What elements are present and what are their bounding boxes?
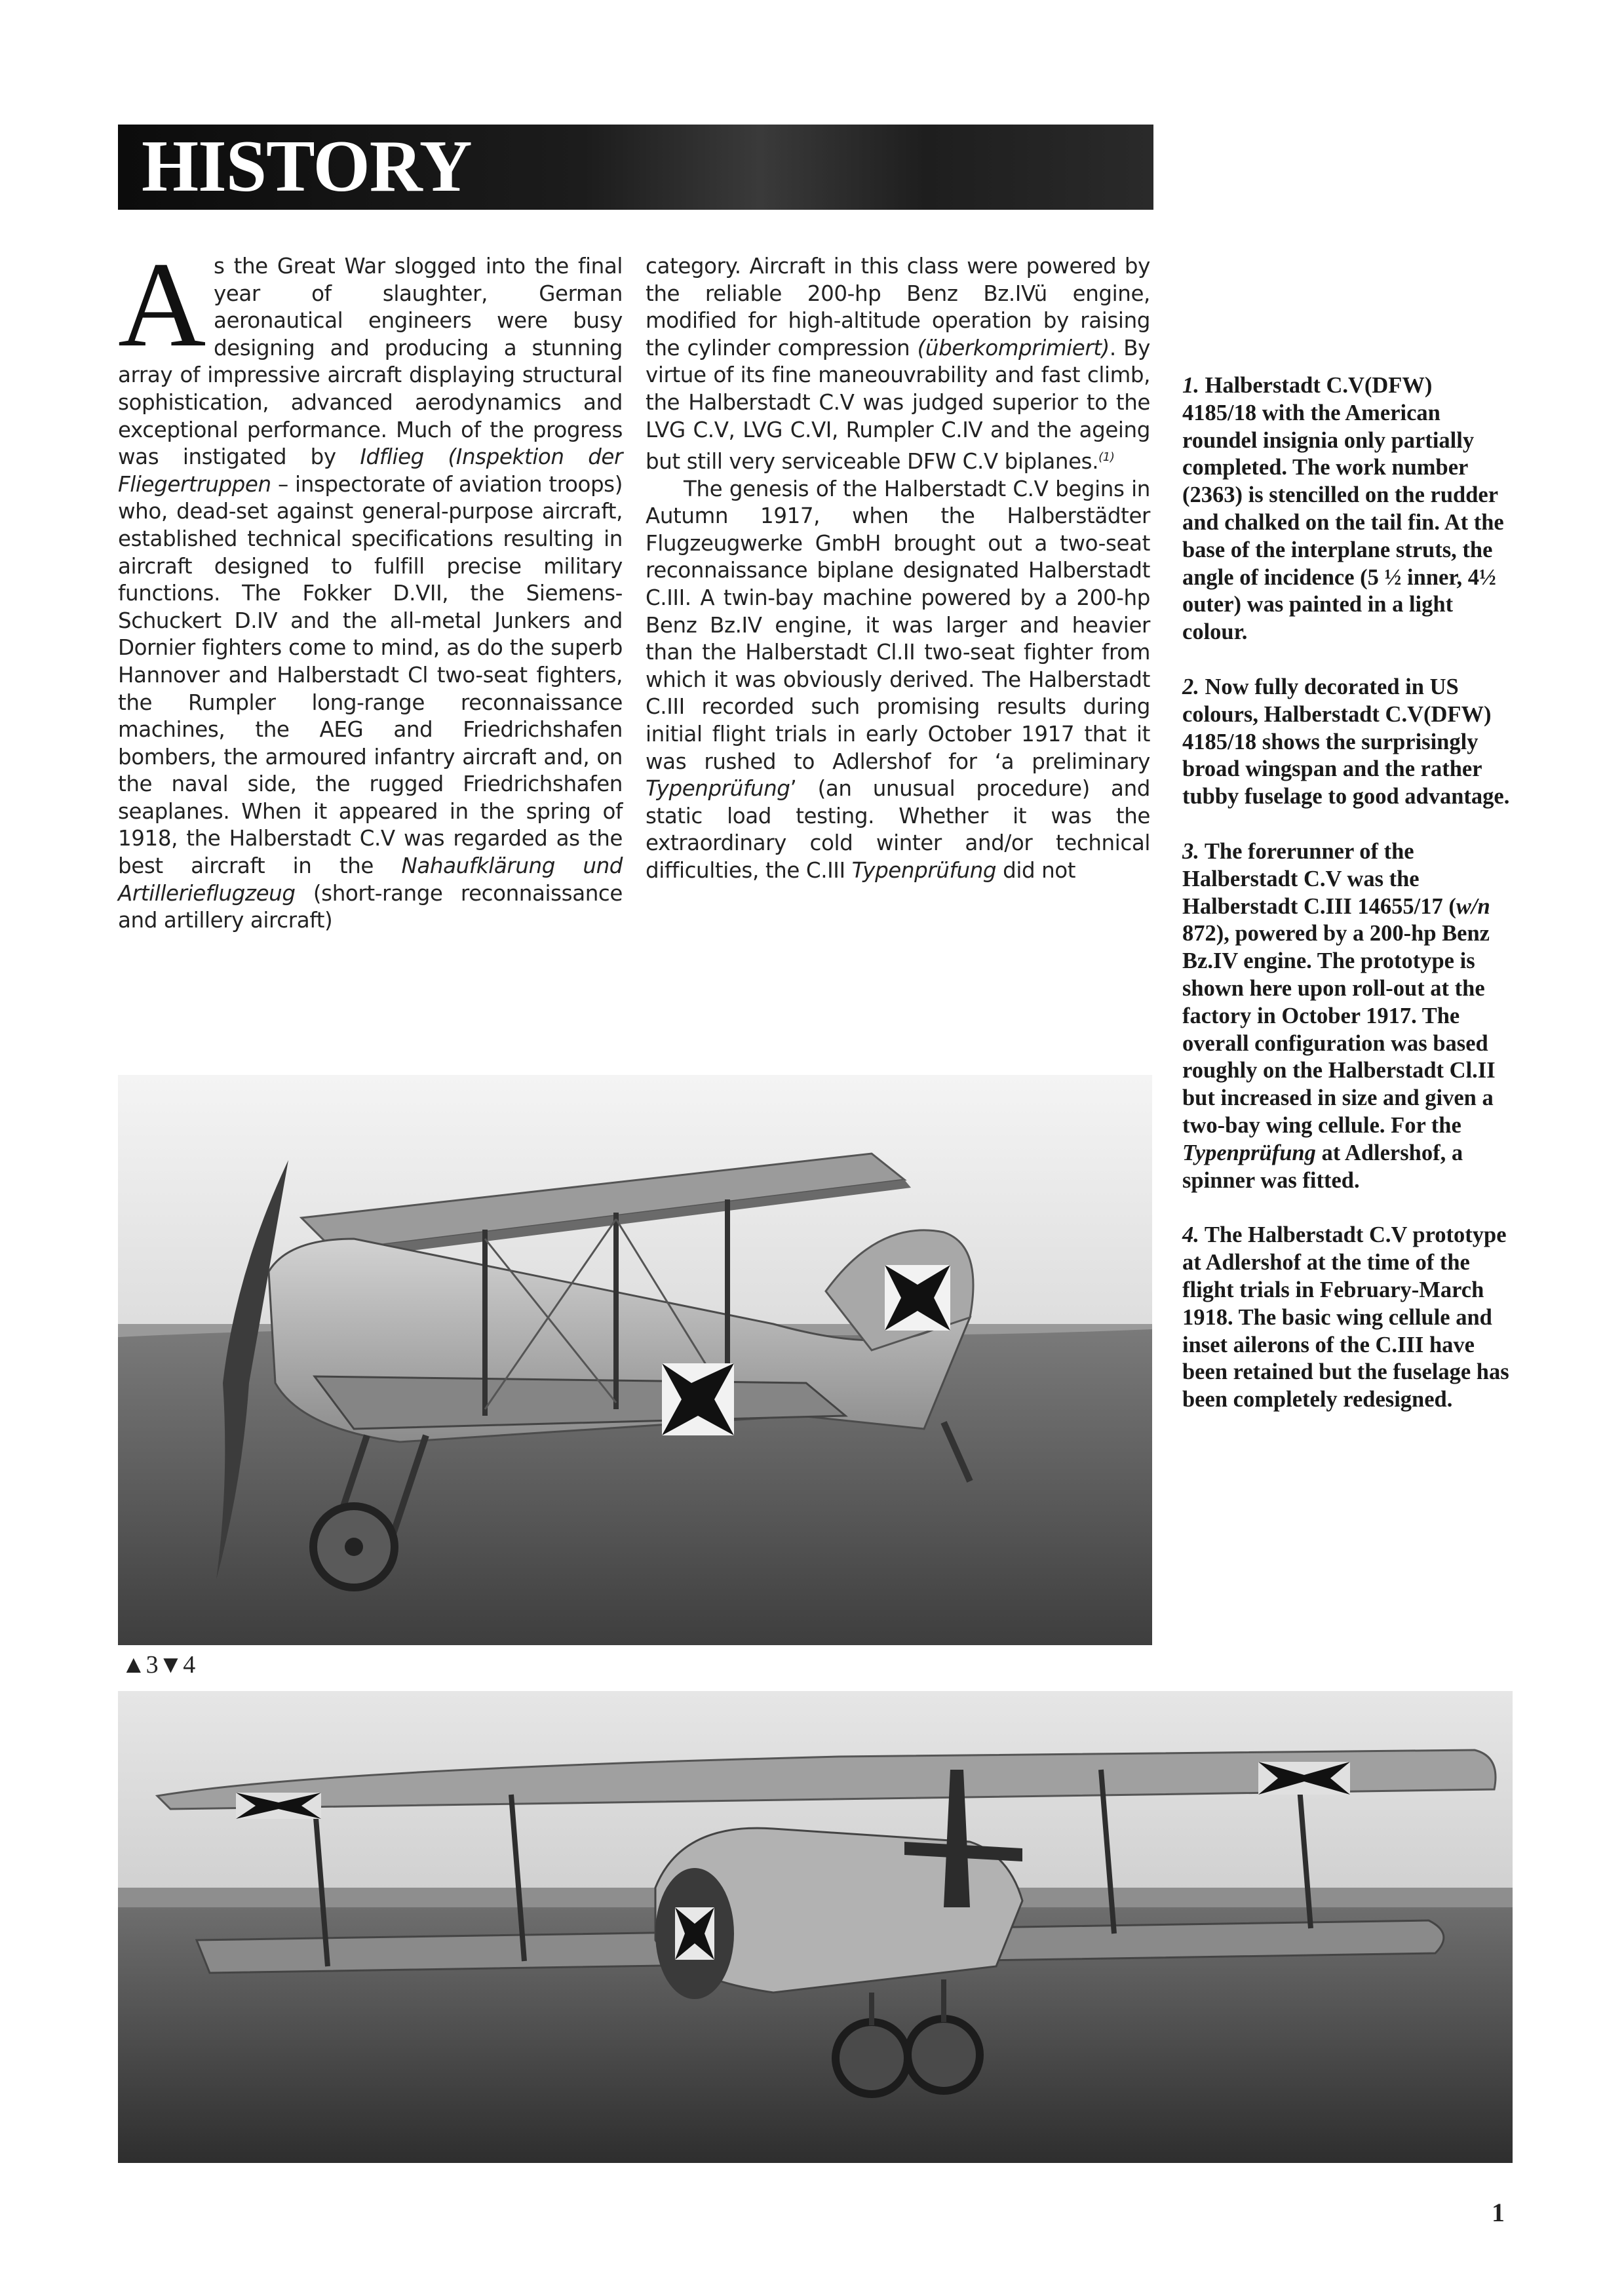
caption-1-number: 1.	[1182, 373, 1199, 398]
photo-captions	[1182, 372, 1510, 1441]
wing-cross-marking-left	[236, 1793, 321, 1819]
col2-italic-typenpruefung-2: Typenprüfung	[851, 857, 997, 883]
caption-3-text-b: 872), powered by a 200-hp Benz Bz.IV engine. The prototype is shown here upon roll-out at the factory in October 1917. The overall configuration was based roughly on the Halberstadt Cl.II but increased in size and given a two-bay wing cellule. For the	[1182, 921, 1496, 1138]
page-number: 1	[1492, 2198, 1505, 2227]
caption-4-text: The Halberstadt C.V prototype at Adlershof at the time of the flight trials in February-March 1918. The basic wing cellule and inset ailerons of the C.III have been retained but the fuselage has been completely redesigned.	[1182, 1222, 1509, 1412]
col2-text-e: did not	[996, 857, 1076, 883]
col1-text-b: – inspectorate of aviation troops) who, dead-set against general-purpose aircraft, established technical specifications resulting in aircraft designed to fulfill precise military functions. The Fokker D.VII, the Siemens-Schuckert D.IV and the all-metal Junkers and Dornier fighters come to mind, as do the superb Hannover and Halberstadt Cl two-seat fighters, the Rumpler long-range reconnaissance machines, the AEG and Friedrichshafen bombers, the armoured infantry aircraft and, on the naval side, the rugged Friedrichshafen seaplanes. When it appeared in the spring of 1918, the Halberstadt C.V was regarded as the best aircraft in the	[118, 471, 623, 879]
col2-text-d: ’ (an unusual procedure) and static load testing. Whether it was the extraordinary cold winter and/or technical difficulties, the C.III	[646, 776, 1150, 883]
caption-2	[1182, 674, 1510, 811]
tail-cross-marking	[885, 1265, 950, 1331]
caption-3-italic-wn: w/n	[1456, 893, 1490, 919]
col2-text-b: . By virtue of its fine maneouvrability and fast climb, the Halberstadt C.V was judged superior to the LVG C.V, LVG C.VI, Rumpler C.IV and the ageing but still very serviceable DFW C.V biplanes.	[646, 335, 1150, 474]
tail-cross-marking-4	[675, 1907, 714, 1960]
photo-4-halberstadt-c5	[118, 1691, 1513, 2163]
col2-text-c: The genesis of the Halberstadt C.V begins in Autumn 1917, when the Halberstädter Flugzeugwerke GmbH brought out a two-seat reconnaissance biplane designated Halberstadt C.III. A twin-bay machine powered by a 200-hp Benz Bz.IV engine, it was larger and heavier than the Halberstadt Cl.II two-seat fighter from which it was obviously derived. The Halberstadt C.III recorded such promising results during initial flight trials in early October 1917 that it was rushed to Adlershof for ‘a preliminary	[646, 476, 1150, 774]
section-title: HISTORY	[142, 126, 472, 207]
title-banner	[118, 125, 1153, 210]
drop-cap: A	[118, 237, 206, 372]
col1-text-a: s the Great War slogged into the final year of slaughter, German aeronautical engineers were busy designing and producing a stunning array of impressive aircraft displaying structural sophistication, advanced aerodynamics and exceptional performance. Much of the progress was instigated by	[118, 254, 623, 470]
col2-text-a: category. Aircraft in this class were powered by the reliable 200-hp Benz Bz.IVü engine, modified for high-altitude operation by raising the cylinder compression	[646, 254, 1150, 360]
caption-1-text: Halberstadt C.V(DFW) 4185/18 with the American roundel insignia only partially completed. The work number (2363) is stencilled on the rudder and chalked on the tail fin. At the base of the interplane struts, the angle of incidence (5 ½ inner, 4½ outer) was painted in a light colour.	[1182, 373, 1504, 645]
text-column-2	[646, 253, 1150, 884]
caption-4-number: 4.	[1182, 1222, 1199, 1248]
caption-1	[1182, 372, 1510, 646]
caption-4	[1182, 1222, 1510, 1414]
caption-2-text: Now fully decorated in US colours, Halberstadt C.V(DFW) 4185/18 shows the surprisingly broad wingspan and the rather tubby fuselage to good advantage.	[1182, 674, 1510, 809]
fuselage-cross-marking	[662, 1363, 734, 1435]
col1-italic-nahaufklaerung: Nahaufklärung und Artillerieflugzeug	[118, 853, 623, 906]
col2-italic-typenpruefung-1: Typenprüfung	[646, 776, 790, 802]
caption-3-italic-typenpruefung: Typenprüfung	[1182, 1140, 1316, 1165]
text-column-1	[118, 237, 623, 935]
caption-3-text-c: at Adlershof, a spinner was fitted.	[1182, 1140, 1463, 1193]
wing-cross-marking	[1258, 1762, 1350, 1795]
photo-3-halberstadt-c3	[118, 1075, 1152, 1645]
photo-4-image	[118, 1691, 1513, 2163]
col1-italic-idflieg: Idflieg (Inspektion der Fliegertruppen	[118, 444, 623, 497]
col2-italic-ueberkomprimiert: (überkomprimiert)	[917, 335, 1110, 360]
caption-3-text-a: The forerunner of the Halberstadt C.V was the Halberstadt C.III 14655/17 (	[1182, 838, 1456, 919]
caption-2-number: 2.	[1182, 674, 1199, 699]
photo-3-image	[118, 1075, 1152, 1645]
figure-label: ▲3▼4	[121, 1651, 196, 1679]
caption-3-number: 3.	[1182, 838, 1199, 864]
col1-text-c: (short-range reconnaissance and artillery aircraft)	[118, 880, 623, 933]
caption-3	[1182, 838, 1510, 1194]
footnote-ref: (1)	[1098, 450, 1115, 465]
